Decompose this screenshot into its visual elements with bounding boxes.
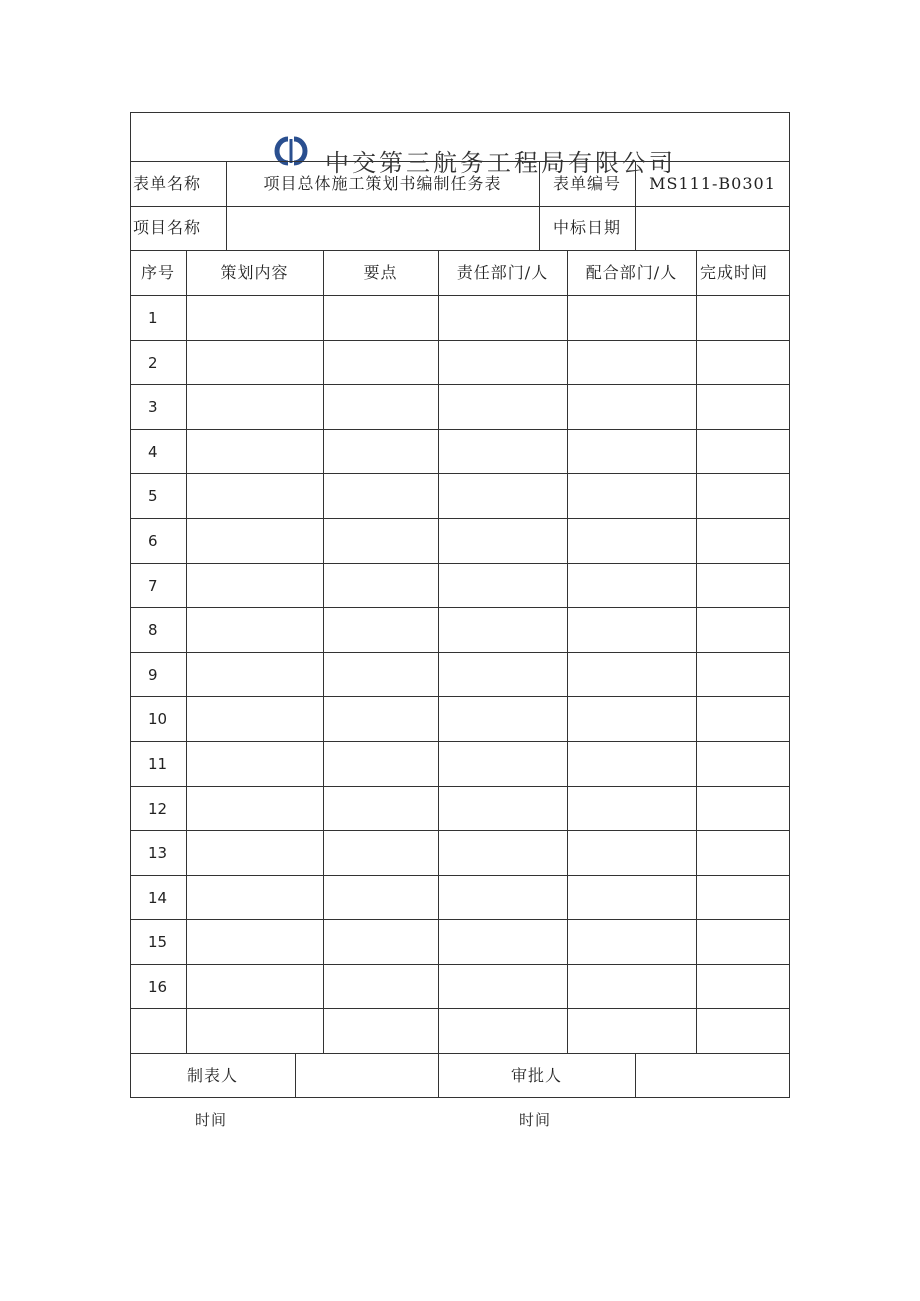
rule bbox=[130, 786, 790, 787]
form-name-value: 项目总体施工策划书编制任务表 bbox=[263, 174, 502, 193]
row-number: 2 bbox=[148, 354, 158, 372]
rule bbox=[186, 250, 187, 1053]
rule bbox=[130, 429, 790, 430]
row-number: 6 bbox=[148, 532, 158, 550]
column-header-cooperating: 配合部门/人 bbox=[585, 263, 678, 282]
maker-time-label: 时间 bbox=[195, 1111, 228, 1129]
rule bbox=[130, 652, 790, 653]
rule bbox=[130, 206, 790, 207]
rule bbox=[130, 473, 790, 474]
row-number: 3 bbox=[148, 398, 158, 416]
row-number: 12 bbox=[148, 800, 168, 818]
rule bbox=[635, 1053, 636, 1098]
column-header-completion: 完成时间 bbox=[699, 263, 768, 282]
rule bbox=[130, 875, 790, 876]
column-header-responsible: 责任部门/人 bbox=[456, 263, 549, 282]
approver-label: 审批人 bbox=[510, 1066, 562, 1085]
row-number: 16 bbox=[148, 978, 168, 996]
rule bbox=[295, 1053, 296, 1098]
maker-label: 制表人 bbox=[186, 1066, 238, 1085]
rule bbox=[130, 384, 790, 385]
row-number: 8 bbox=[148, 621, 158, 639]
rule bbox=[130, 741, 790, 742]
row-number: 14 bbox=[148, 889, 168, 907]
rule bbox=[130, 250, 790, 251]
rule bbox=[130, 295, 790, 296]
row-number: 5 bbox=[148, 487, 158, 505]
rule bbox=[130, 607, 790, 608]
row-number: 9 bbox=[148, 666, 158, 684]
form-code-label: 表单编号 bbox=[552, 174, 621, 193]
company-name: 中交第三航务工程局有限公司 bbox=[325, 149, 676, 177]
project-name-label: 项目名称 bbox=[133, 218, 202, 237]
form-header bbox=[131, 113, 789, 177]
row-number: 15 bbox=[148, 933, 168, 951]
column-header-seq: 序号 bbox=[140, 263, 175, 282]
row-number: 11 bbox=[148, 755, 168, 773]
rule bbox=[323, 250, 324, 1053]
form-name-label: 表单名称 bbox=[133, 174, 202, 193]
rule bbox=[130, 563, 790, 564]
row-number: 4 bbox=[148, 443, 158, 461]
rule bbox=[130, 1008, 790, 1009]
rule bbox=[130, 919, 790, 920]
rule bbox=[567, 250, 568, 1053]
row-number: 1 bbox=[148, 309, 158, 327]
bid-date-label: 中标日期 bbox=[552, 218, 621, 237]
rule bbox=[696, 250, 697, 1053]
row-number: 13 bbox=[148, 844, 168, 862]
rule bbox=[438, 250, 439, 1053]
row-number: 7 bbox=[148, 577, 158, 595]
rule bbox=[130, 696, 790, 697]
form-frame bbox=[130, 112, 790, 1098]
form-code-value: MS111-B0301 bbox=[649, 174, 776, 193]
row-number: 10 bbox=[148, 710, 168, 728]
rule bbox=[130, 161, 790, 162]
rule bbox=[130, 340, 790, 341]
rule bbox=[130, 964, 790, 965]
rule bbox=[130, 830, 790, 831]
column-header-keypoints: 要点 bbox=[363, 263, 398, 282]
rule bbox=[130, 1053, 790, 1054]
rule bbox=[130, 518, 790, 519]
column-header-content: 策划内容 bbox=[220, 263, 289, 282]
approver-time-label: 时间 bbox=[519, 1111, 552, 1129]
